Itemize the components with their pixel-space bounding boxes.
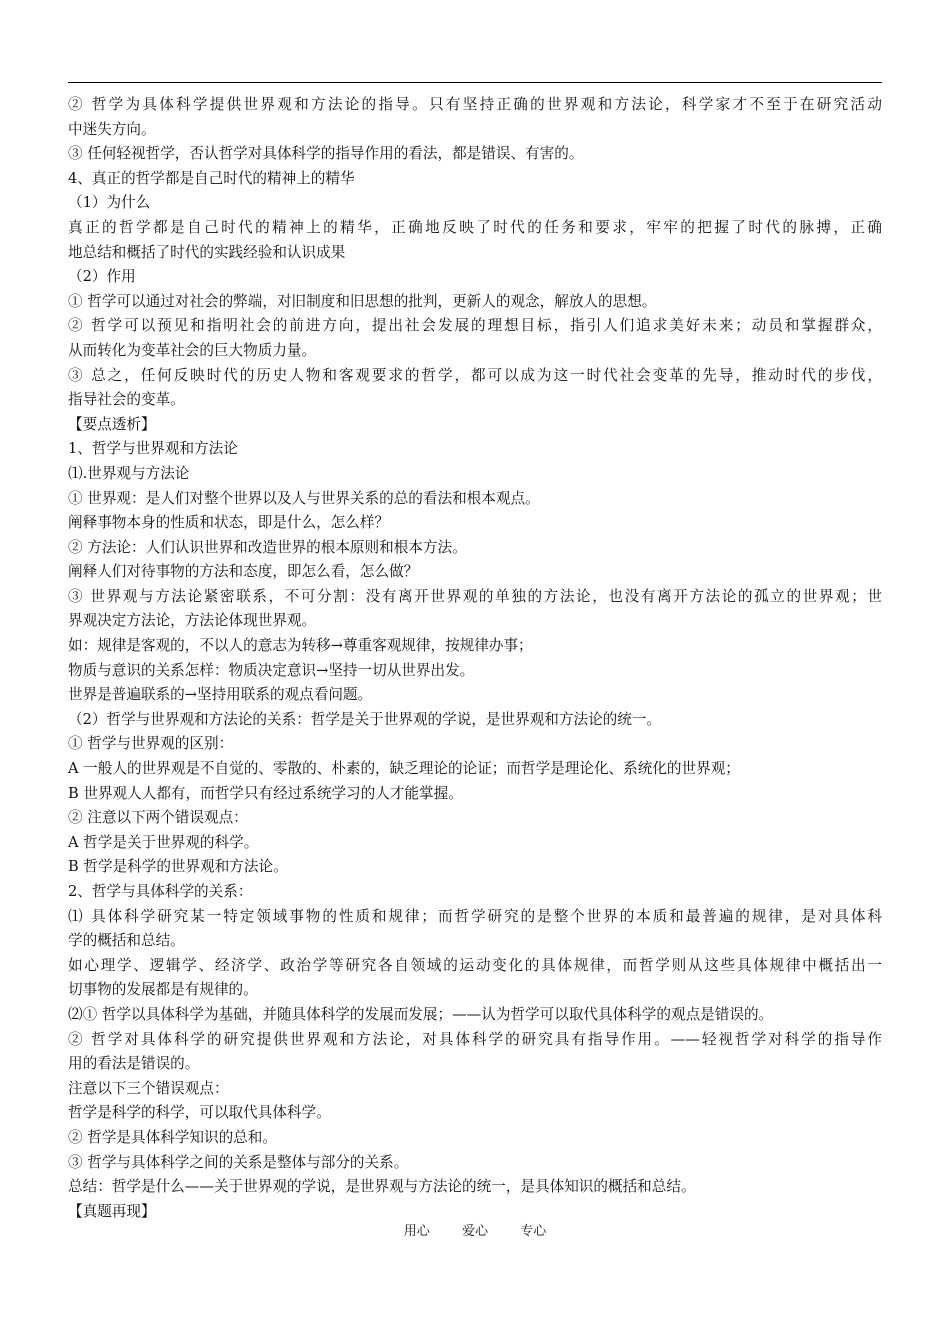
text-line-content: ② 方法论：人们认识世界和改造世界的根本原则和根本方法。 [68,538,467,556]
text-line [68,929,882,954]
text-line [68,265,882,290]
text-line-content: （2）作用 [68,268,136,286]
text-line [68,487,882,512]
text-line-content: ① 哲学与世界观的区别： [68,735,234,753]
header-rule [68,82,882,83]
text-line-content: ③ 任何轻视哲学，否认哲学对具体科学的指导作用的看法，都是错误、有害的。 [68,145,584,163]
page-footer [0,1220,950,1239]
text-line [68,560,882,585]
text-line [68,905,882,930]
text-line-content: ③ 总之，任何反映时代的历史人物和客观要求的哲学，都可以成为这一时代社会变革的先导，推动时代的步伐， [68,366,882,384]
text-line-content: ③ 哲学与具体科学之间的关系是整体与部分的关系。 [68,1153,409,1171]
text-line-content: 界观决定方法论，方法论体现世界观。 [68,612,317,630]
text-line-content: ⑴.世界观与方法论 [68,464,190,482]
text-line-content: 从而转化为变革社会的巨大物质力量。 [68,341,317,359]
text-line [68,511,882,536]
text-line-content: ② 注意以下两个错误观点： [68,809,248,827]
text-line-content: 【真题再现】 [68,1202,156,1220]
text-line [68,462,882,487]
text-line-content: 1、哲学与世界观和方法论 [68,440,238,458]
text-line [68,880,882,905]
text-line-content: A 一般人的世界观是不自觉的、零散的、朴素的，缺乏理论的论证；而哲学是理论化、系统化的世界观； [68,760,740,778]
text-line-content: ② 哲学为具体科学提供世界观和方法论的指导。只有坚持正确的世界观和方法论，科学家才不至于在研究活动 [68,96,882,113]
text-line-content: 注意以下三个错误观点： [68,1079,229,1097]
text-line [68,708,882,733]
text-line [68,1101,882,1126]
text-line-content: A 哲学是关于世界观的科学。 [68,833,259,851]
text-line-content: ⑵① 哲学以具体科学为基础，并随具体科学的发展而发展；——认为哲学可以取代具体科学的观点是错误的。 [68,1005,774,1023]
text-line-content: 阐释人们对待事物的方法和态度，即怎么看，怎么做？ [68,563,419,581]
text-line-content: 哲学是科学的科学，可以取代具体科学。 [68,1104,331,1122]
text-line-content: 中迷失方向。 [68,120,156,138]
text-line-content: 世界是普遍联系的→坚持用联系的观点看问题。 [68,686,373,704]
text-line-content: 切事物的发展都是有规律的。 [68,981,258,999]
text-line-content: 物质与意识的关系怎样：物质决定意识→坚持一切从世界出发。 [68,661,475,679]
text-line-content: 如心理学、逻辑学、经济学、政治学等研究各自领域的运动变化的具体规律，而哲学则从这些具体规律中概括出一 [68,956,882,974]
text-line [68,118,882,143]
text-line [68,732,882,757]
text-line-content: ② 哲学可以预见和指明社会的前进方向，提出社会发展的理想目标，指引人们追求美好未来；动员和掌握群众， [68,317,882,335]
text-line-content: 用的看法是错误的。 [68,1055,200,1073]
text-line [68,609,882,634]
text-line [68,1028,882,1053]
text-line [68,634,882,659]
text-line [68,978,882,1003]
text-line-content: ⑴ 具体科学研究某一特定领域事物的性质和规律；而哲学研究的是整个世界的本质和最普遍的规律，是对具体科 [68,907,882,925]
text-line-content: 阐释事物本身的性质和状态，即是什么，怎么样？ [68,514,390,532]
text-line-content: ② 哲学对具体科学的研究提供世界观和方法论，对具体科学的研究具有指导作用。——轻视哲学对科学的指导作 [68,1030,882,1048]
text-line [68,1077,882,1102]
text-line-content: B 哲学是科学的世界观和方法论。 [68,858,288,876]
text-line [68,1151,882,1176]
text-line [68,241,882,266]
text-line [68,855,882,880]
text-line [68,314,882,339]
text-line-content: 指导社会的变革。 [68,391,185,409]
text-line [68,364,882,389]
text-line [68,191,882,216]
text-line [68,388,882,413]
footer-text: 用心 爱心 专心 [403,1224,547,1239]
text-line [68,1126,882,1151]
text-line-content: 4、真正的哲学都是自己时代的精神上的精华 [68,169,355,187]
text-line [68,782,882,807]
text-line-content: B 世界观人人都有，而哲学只有经过系统学习的人才能掌握。 [68,784,463,802]
text-line [68,954,882,979]
text-line-content: ① 世界观：是人们对整个世界以及人与世界关系的总的看法和根本观点。 [68,489,540,507]
text-line-content: 总结：哲学是什么——关于世界观的学说，是世界观与方法论的统一，是具体知识的概括和总结。 [68,1178,696,1196]
text-line [68,216,882,241]
text-line-content: 地总结和概括了时代的实践经验和认识成果 [68,243,346,261]
document-body [68,93,882,1224]
text-line [68,806,882,831]
text-line-content: ② 哲学是具体科学知识的总和。 [68,1128,277,1146]
text-line-content: （1）为什么 [68,194,151,212]
text-line-content: 如：规律是客观的，不以人的意志为转移→尊重客观规律，按规律办事； [68,637,533,655]
text-line [68,585,882,610]
text-line [68,683,882,708]
text-line [68,1003,882,1028]
text-line [68,167,882,192]
text-line-content: 真正的哲学都是自己时代的精神上的精华，正确地反映了时代的任务和要求，牢牢的把握了时代的脉搏，正确 [68,218,882,236]
text-line [68,290,882,315]
text-line-content: ③ 世界观与方法论紧密联系，不可分割：没有离开世界观的单独的方法论，也没有离开方法论的孤立的世界观；世 [68,587,882,605]
text-line [68,93,882,118]
text-line-content: 【要点透析】 [68,415,156,433]
text-line [68,1175,882,1200]
text-line [68,1052,882,1077]
text-line [68,659,882,684]
text-line [68,413,882,438]
text-line-content: （2）哲学与世界观和方法论的关系：哲学是关于世界观的学说，是世界观和方法论的统一。 [68,710,662,728]
text-line-content: ① 哲学可以通过对社会的弊端，对旧制度和旧思想的批判，更新人的观念，解放人的思想。 [68,292,657,310]
text-line [68,757,882,782]
text-line-content: 学的概括和总结。 [68,932,185,950]
text-line-content: 2、哲学与具体科学的关系： [68,883,253,900]
text-line [68,536,882,561]
text-line [68,339,882,364]
text-line [68,831,882,856]
text-line [68,437,882,462]
text-line [68,142,882,167]
